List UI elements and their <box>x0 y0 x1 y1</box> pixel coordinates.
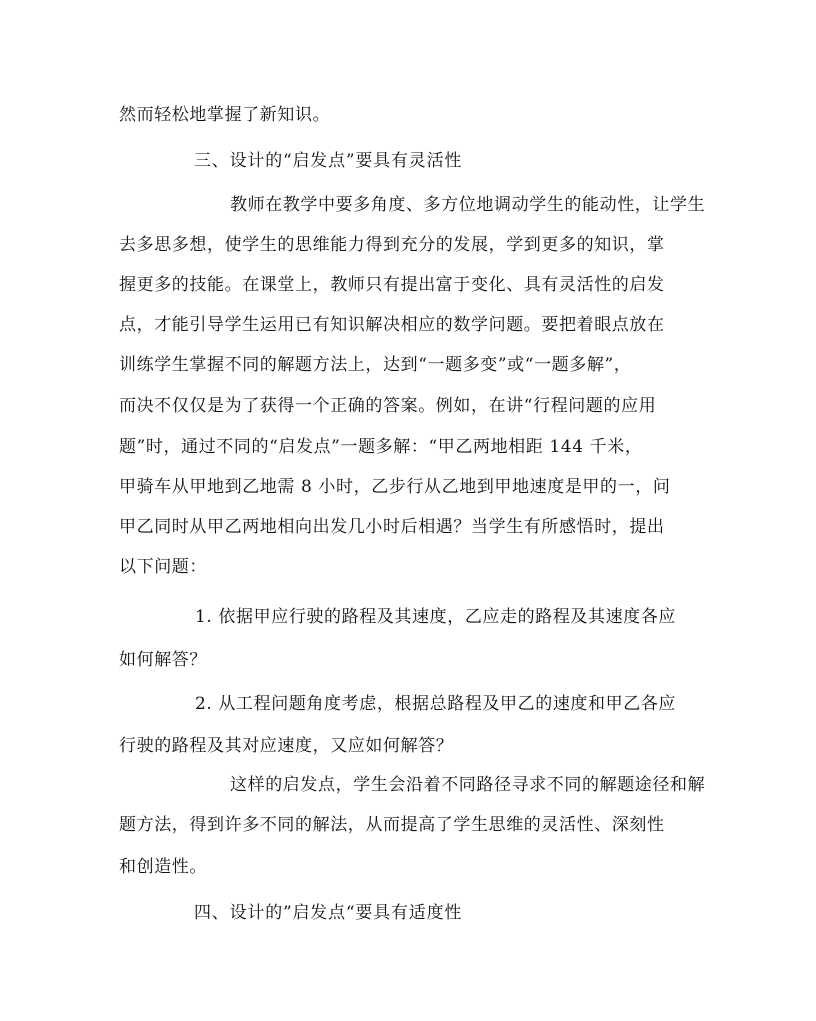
paragraph-continuation-line: 然而轻松地掌握了新知识。 <box>119 105 331 125</box>
paragraph-line: 去多思多想，使学生的思维能力得到充分的发展，学到更多的知识，掌 <box>119 235 665 255</box>
paragraph-line: 训练学生掌握不同的解题方法上，达到“一题多变”或“一题多解”， <box>119 355 632 375</box>
question-two-line: 行驶的路程及其对应速度，又应如何解答？ <box>119 736 454 756</box>
paragraph-line: 甲乙同时从甲乙两地相向出发几小时后相遇？当学生有所感悟时，提出 <box>119 517 665 537</box>
paragraph-line: 以下问题： <box>119 557 207 577</box>
paragraph-line: 题方法，得到许多不同的解法，从而提高了学生思维的灵活性、深刻性 <box>119 815 665 835</box>
paragraph-line: 和创造性。 <box>119 857 207 877</box>
paragraph-line: 点，才能引导学生运用已有知识解决相应的数学问题。要把着眼点放在 <box>119 315 665 335</box>
paragraph-line: 题”时，通过不同的“启发点”一题多解：“甲乙两地相距 144 千米， <box>119 437 643 457</box>
question-two-line: 2. 从工程问题角度考虑，根据总路程及甲乙的速度和甲乙各应 <box>195 694 677 714</box>
question-one-line: 1. 依据甲应行驶的路程及其速度，乙应走的路程及其速度各应 <box>195 607 677 627</box>
paragraph-line: 甲骑车从甲地到乙地需 8 小时，乙步行从乙地到甲地速度是甲的一，问 <box>119 477 671 497</box>
section-heading-three: 三、设计的“启发点”要具有灵活性 <box>194 151 463 171</box>
paragraph-line: 这样的启发点，学生会沿着不同路径寻求不同的解题途径和解 <box>230 775 706 795</box>
paragraph-line: 握更多的技能。在课堂上，教师只有提出富于变化、具有灵活性的启发 <box>119 275 665 295</box>
paragraph-line: 而决不仅仅是为了获得一个正确的答案。例如，在讲“行程问题的应用 <box>119 396 657 416</box>
paragraph-line: 教师在教学中要多角度、多方位地调动学生的能动性，让学生 <box>230 195 706 215</box>
question-one-line: 如何解答？ <box>119 650 207 670</box>
section-heading-four: 四、设计的”启发点“要具有适度性 <box>194 903 463 923</box>
